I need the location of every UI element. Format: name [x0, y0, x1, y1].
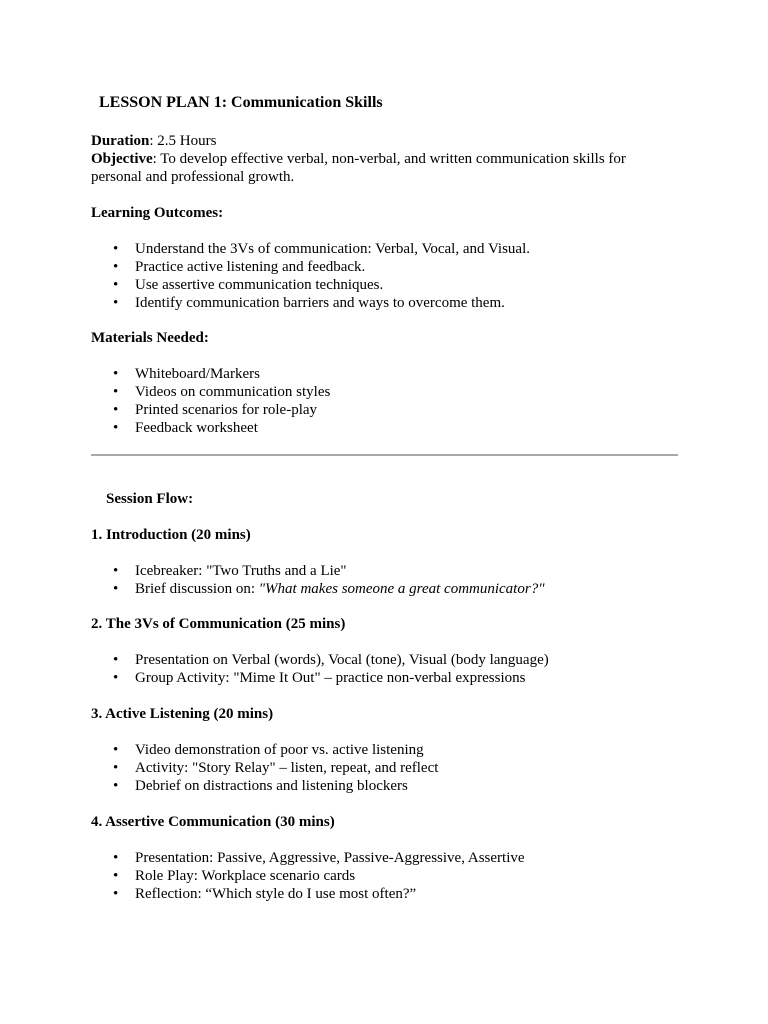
- bullet-icon: •: [113, 778, 119, 794]
- section-list-active-listening: [91, 741, 438, 795]
- materials-list: [91, 365, 330, 437]
- list-item-italic-text: "What makes someone a great communicator?": [258, 581, 545, 597]
- list-item-text: Whiteboard/Markers: [135, 366, 260, 382]
- list-item-text: Feedback worksheet: [135, 420, 258, 436]
- bullet-icon: •: [113, 742, 119, 758]
- bullet-icon: •: [113, 652, 119, 668]
- bullet-icon: •: [113, 868, 119, 884]
- list-item: [91, 651, 549, 669]
- bullet-icon: •: [113, 850, 119, 866]
- list-item: [91, 401, 330, 419]
- list-item: [91, 759, 438, 777]
- list-item: [91, 258, 530, 276]
- bullet-icon: •: [113, 563, 119, 579]
- list-item: [91, 669, 549, 687]
- bullet-icon: •: [113, 886, 119, 902]
- section-list-assertive-communication: [91, 849, 525, 903]
- list-item-text: Group Activity: "Mime It Out" – practice non-verbal expressions: [135, 670, 526, 686]
- list-item-text: Reflection: “Which style do I use most often?”: [135, 886, 417, 902]
- learning-outcomes-list: [91, 240, 530, 312]
- list-item-text: Icebreaker: "Two Truths and a Lie": [135, 563, 347, 579]
- list-item: [91, 383, 330, 401]
- list-item: [91, 240, 530, 258]
- duration-value: : 2.5 Hours: [149, 133, 217, 149]
- document-title: LESSON PLAN 1: Communication Skills: [99, 94, 383, 111]
- list-item: [91, 276, 530, 294]
- section-heading-active-listening: 3. Active Listening (20 mins): [91, 706, 274, 722]
- list-item: [91, 419, 330, 437]
- bullet-icon: •: [113, 295, 119, 311]
- duration-label: Duration: [91, 133, 150, 149]
- materials-heading: Materials Needed:: [91, 330, 209, 346]
- list-item-text: Role Play: Workplace scenario cards: [135, 868, 356, 884]
- list-item: [91, 365, 330, 383]
- list-item-text: Presentation on Verbal (words), Vocal (tone), Visual (body language): [135, 652, 549, 668]
- list-item: [91, 562, 545, 580]
- bullet-icon: •: [113, 581, 119, 597]
- bullet-icon: •: [113, 760, 119, 776]
- list-item-text: Presentation: Passive, Aggressive, Passive-Aggressive, Assertive: [135, 850, 525, 866]
- section-heading-assertive-communication: 4. Assertive Communication (30 mins): [91, 814, 335, 830]
- list-item-text: Debrief on distractions and listening blockers: [135, 778, 408, 794]
- bullet-icon: •: [113, 366, 119, 382]
- list-item-text: Video demonstration of poor vs. active listening: [135, 742, 424, 758]
- list-item-text: Brief discussion on:: [135, 581, 259, 597]
- section-heading-introduction: 1. Introduction (20 mins): [91, 527, 251, 543]
- list-item-text: Use assertive communication techniques.: [135, 277, 384, 293]
- list-item-text: Videos on communication styles: [135, 384, 331, 400]
- duration-line: [91, 132, 216, 150]
- list-item: [91, 580, 545, 598]
- list-item: [91, 294, 530, 312]
- bullet-icon: •: [113, 670, 119, 686]
- learning-outcomes-heading: Learning Outcomes:: [91, 205, 224, 221]
- objective-text-2: personal and professional growth.: [91, 169, 295, 185]
- list-item-text: Printed scenarios for role-play: [135, 402, 318, 418]
- bullet-icon: •: [113, 259, 119, 275]
- list-item: [91, 849, 525, 867]
- list-item-text: Practice active listening and feedback.: [135, 259, 366, 275]
- list-item-text: Activity: "Story Relay" – listen, repeat, and reflect: [135, 760, 439, 776]
- section-list-3vs: [91, 651, 549, 687]
- bullet-icon: •: [113, 402, 119, 418]
- list-item-text: Identify communication barriers and ways to overcome them.: [135, 295, 505, 311]
- bullet-icon: •: [113, 420, 119, 436]
- bullet-icon: •: [113, 384, 119, 400]
- list-item-text: Understand the 3Vs of communication: Verbal, Vocal, and Visual.: [135, 241, 531, 257]
- list-item: [91, 777, 438, 795]
- bullet-icon: •: [113, 241, 119, 257]
- objective-text-1: : To develop effective verbal, non-verbal, and written communication skills for: [152, 151, 626, 167]
- objective-line: [91, 150, 626, 168]
- objective-label: Objective: [91, 151, 153, 167]
- list-item: [91, 867, 525, 885]
- horizontal-divider: [91, 454, 678, 456]
- section-heading-3vs: 2. The 3Vs of Communication (25 mins): [91, 616, 346, 632]
- section-list-introduction: [91, 562, 545, 598]
- bullet-icon: •: [113, 277, 119, 293]
- list-item: [91, 741, 438, 759]
- session-flow-heading: Session Flow:: [106, 491, 194, 507]
- list-item: [91, 885, 525, 903]
